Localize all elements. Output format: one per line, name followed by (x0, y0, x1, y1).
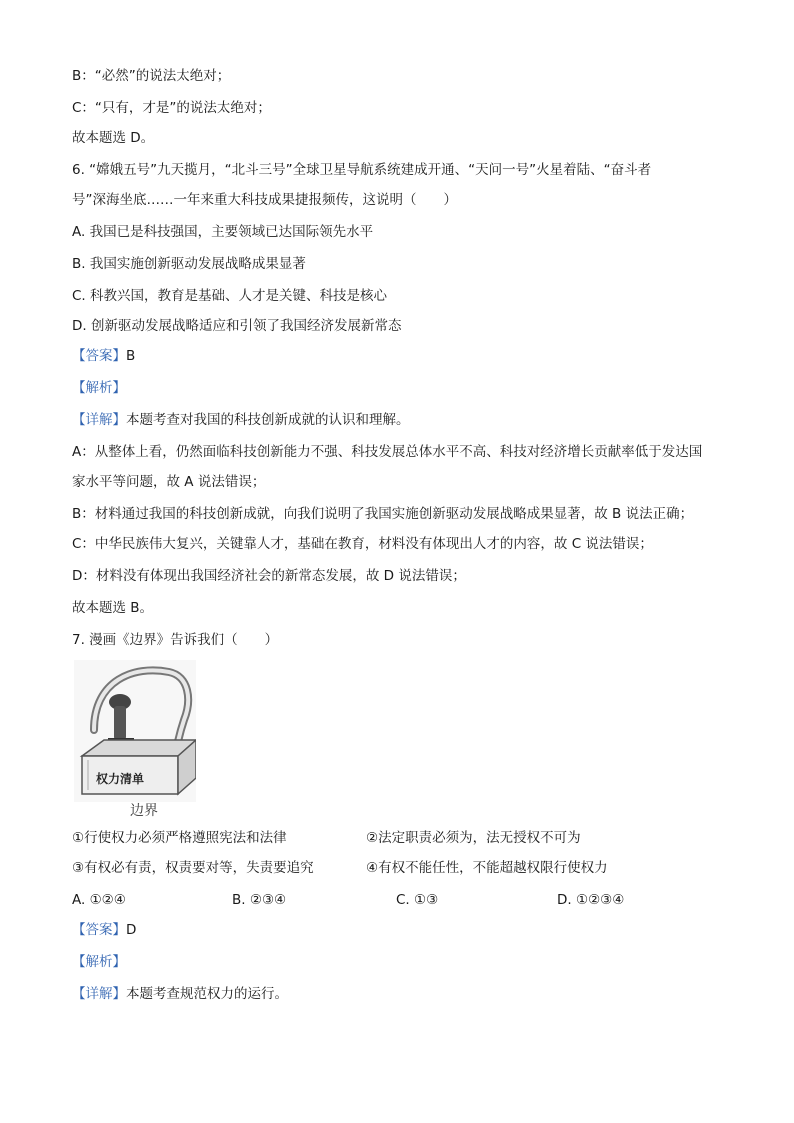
answer-value: B (126, 348, 136, 364)
question-6-stem-line1: 6. “嫦娥五号”九天揽月，“北斗三号”全球卫星导航系统建成开通、“天问一号”火星着陆、“奋斗者 (72, 162, 652, 178)
answer-tag: 【答案】 (72, 348, 126, 364)
detail-6 (72, 410, 410, 430)
answer-6 (72, 346, 135, 366)
explanation-6b: B：材料通过我国的科技创新成就，向我们说明了我国实施创新驱动发展战略成果显著，故 B 说法正确； (72, 506, 694, 522)
detail-text: 本题考查规范权力的运行。 (126, 986, 288, 1002)
analysis-tag-7: 【解析】 (72, 954, 126, 970)
question-7-option-d: D. ①②③④ (557, 892, 625, 908)
answer-value: D (126, 922, 137, 938)
cartoon-drawing (74, 660, 196, 802)
explanation-6d: D：材料没有体现出我国经济社会的新常态发展，故 D 说法错误； (72, 568, 466, 584)
explanation-6a-line1: A：从整体上看，仍然面临科技创新能力不强、科技发展总体水平不高、科技对经济增长贡献率低于发达国 (72, 444, 703, 460)
question-7-option-c: C. ①③ (396, 892, 439, 908)
detail-tag: 【详解】 (72, 986, 126, 1002)
detail-tag: 【详解】 (72, 412, 126, 428)
question-6-option-b: B. 我国实施创新驱动发展战略成果显著 (72, 256, 306, 272)
cartoon-box-label: 权力清单 (96, 772, 145, 786)
question-6-option-d: D. 创新驱动发展战略适应和引领了我国经济发展新常态 (72, 318, 402, 334)
cartoon-caption: 边界 (130, 803, 158, 819)
question-6-stem-line2: 号”深海坐底……一年来重大科技成果捷报频传，这说明（ ） (72, 192, 457, 208)
explanation-c: C：“只有，才是”的说法太绝对； (72, 100, 271, 116)
statement-2: ②法定职责必须为，法无授权不可为 (366, 830, 581, 846)
question-7-option-a: A. ①②④ (72, 892, 126, 908)
question-6-option-a: A. 我国已是科技强国，主要领域已达国际领先水平 (72, 224, 374, 240)
statement-3: ③有权必有责，权责要对等，失责要追究 (72, 860, 314, 876)
conclusion-q6: 故本题选 B。 (72, 600, 154, 616)
question-7-option-b: B. ②③④ (232, 892, 287, 908)
explanation-6c: C：中华民族伟大复兴，关键靠人才，基础在教育，材料没有体现出人才的内容，故 C 说法错误； (72, 536, 653, 552)
conclusion-q5: 故本题选 D。 (72, 130, 155, 146)
statement-4: ④有权不能任性，不能超越权限行使权力 (366, 860, 608, 876)
answer-7 (72, 920, 136, 940)
explanation-b: B：“必然”的说法太绝对； (72, 68, 231, 84)
detail-7 (72, 984, 288, 1004)
detail-text: 本题考查对我国的科技创新成就的认识和理解。 (126, 412, 410, 428)
question-6-option-c: C. 科教兴国，教育是基础、人才是关键、科技是核心 (72, 288, 388, 304)
cartoon-figure (74, 660, 196, 820)
explanation-6a-line2: 家水平等问题，故 A 说法错误； (72, 474, 266, 490)
question-7-stem: 7. 漫画《边界》告诉我们（ ） (72, 632, 279, 648)
answer-tag: 【答案】 (72, 922, 126, 938)
statement-1: ①行使权力必须严格遵照宪法和法律 (72, 830, 287, 846)
analysis-tag-6: 【解析】 (72, 380, 126, 396)
